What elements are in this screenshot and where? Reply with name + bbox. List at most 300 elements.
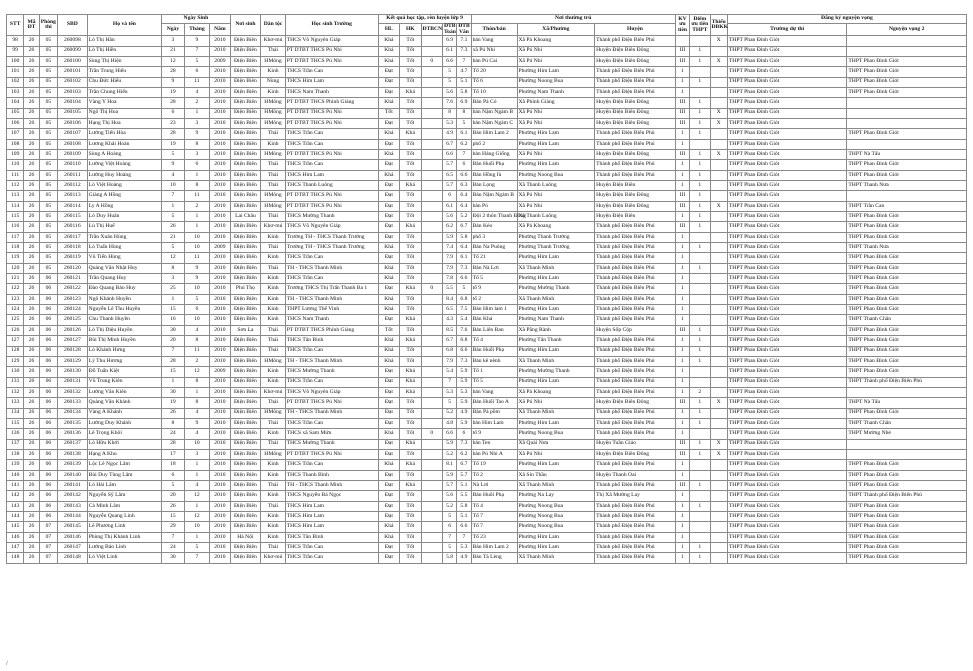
table-cell: III — [675, 98, 689, 108]
table-cell: Bùi Duy Tùng Lâm — [87, 470, 162, 480]
table-cell — [690, 67, 710, 77]
table-cell: 12 — [184, 367, 210, 377]
table-cell: Điện Biên — [230, 46, 261, 56]
table-row — [7, 325, 967, 335]
table-cell: Điện Biên — [230, 67, 261, 77]
table-cell: 113 — [7, 191, 24, 201]
table-cell: Tốt — [400, 160, 421, 170]
table-cell: 06 — [39, 512, 57, 522]
table-cell: Phường Na Lay — [517, 491, 595, 501]
table-cell: Khá — [378, 346, 399, 356]
table-row — [7, 408, 967, 418]
table-cell: 26 — [24, 336, 39, 346]
table-row — [7, 501, 967, 511]
table-cell: Tốt — [400, 191, 421, 201]
table-cell — [421, 336, 442, 346]
table-cell: 260146 — [58, 532, 88, 542]
table-cell — [421, 149, 442, 159]
table-cell: 110 — [7, 160, 24, 170]
table-cell: Thành phố Điện Biên Phủ — [595, 160, 676, 170]
table-cell: Lò Khánh Hưng — [87, 346, 162, 356]
table-cell — [421, 408, 442, 418]
table-cell: THPT Phan Đình Giót — [727, 460, 846, 470]
table-cell: Lường Bảo Linh — [87, 543, 162, 553]
table-cell: 260141 — [58, 480, 88, 490]
table-cell: Tổ 7 — [471, 522, 517, 532]
table-cell: Điện Biên — [230, 294, 261, 304]
table-cell: 128 — [7, 346, 24, 356]
table-cell: Đạt — [378, 201, 399, 211]
table-cell: Điện Biên — [230, 429, 261, 439]
table-cell: 260128 — [58, 346, 88, 356]
table-cell — [690, 522, 710, 532]
table-cell: 8 — [442, 108, 456, 118]
table-cell: 1 — [184, 501, 210, 511]
table-cell: 6.7 — [442, 139, 456, 149]
table-row — [7, 77, 967, 87]
table-cell — [421, 305, 442, 315]
table-cell: THCS Thanh Bình — [285, 470, 378, 480]
table-cell: THPT Phan Đình Giót — [847, 263, 967, 273]
table-cell: Thành phố Điện Biên Phủ — [595, 501, 676, 511]
table-row — [7, 139, 967, 149]
table-cell: 1 — [690, 398, 710, 408]
table-cell: Nà Lơi — [471, 480, 517, 490]
table-cell: 1 — [675, 346, 689, 356]
table-cell: Bản Lọng — [471, 181, 517, 191]
table-cell: Phường Thanh Trường — [517, 232, 595, 242]
table-cell: Tốt — [400, 543, 421, 553]
table-cell: 1 — [675, 294, 689, 304]
table-cell: bản Pú Nhi A — [471, 449, 517, 459]
table-cell: 8 — [184, 139, 210, 149]
table-cell: 6 — [457, 429, 471, 439]
table-cell: THPT Phan Đình Giót — [727, 212, 846, 222]
table-cell: 142 — [7, 491, 24, 501]
table-cell — [421, 222, 442, 232]
table-cell: THPT Phan Đình Giót — [847, 87, 967, 97]
table-cell: 1 — [675, 429, 689, 439]
table-cell — [710, 243, 727, 253]
table-cell: Tốt — [400, 408, 421, 418]
table-cell: Đạt — [378, 160, 399, 170]
table-cell: HMông — [261, 191, 286, 201]
table-cell: Đạt — [378, 232, 399, 242]
table-cell — [710, 263, 727, 273]
table-cell: 6 — [184, 160, 210, 170]
table-cell: THCS Trần Can — [285, 253, 378, 263]
table-cell: Phùng Thị Khánh Linh — [87, 532, 162, 542]
table-row — [7, 367, 967, 377]
table-cell: Thái — [261, 543, 286, 553]
table-cell: 06 — [39, 274, 57, 284]
table-cell: 26 — [24, 470, 39, 480]
table-cell: Điện Biên — [230, 367, 261, 377]
table-cell: 7 — [457, 532, 471, 542]
table-cell: Trần Xuân Hùng — [87, 232, 162, 242]
table-cell — [710, 377, 727, 387]
table-cell: Thành phố Điện Biên Phủ — [595, 170, 676, 180]
table-cell: Kinh — [261, 429, 286, 439]
table-cell: THPT Phan Đình Giót — [727, 232, 846, 242]
table-cell — [710, 346, 727, 356]
table-cell: 260114 — [58, 201, 88, 211]
table-cell: THPT Phan Đình Giót — [727, 356, 846, 366]
table-cell: 2010 — [210, 553, 230, 563]
table-cell: 06 — [39, 449, 57, 459]
table-cell: Điện Biên — [230, 522, 261, 532]
table-cell — [710, 408, 727, 418]
table-cell: 5.2 — [442, 449, 456, 459]
table-cell: 05 — [39, 56, 57, 66]
table-cell: 1 — [675, 543, 689, 553]
table-cell — [421, 480, 442, 490]
table-cell: Đạt — [378, 253, 399, 263]
table-cell: Khá — [378, 429, 399, 439]
table-cell: 2010 — [210, 418, 230, 428]
table-cell: Thành phố Điện Biên Phủ — [595, 139, 676, 149]
table-cell: 2010 — [210, 149, 230, 159]
table-cell: 6.4 — [457, 243, 471, 253]
table-cell: 146 — [7, 532, 24, 542]
table-row — [7, 543, 967, 553]
table-cell: THCS xã Sam Mứn — [285, 429, 378, 439]
table-cell: 1 — [690, 118, 710, 128]
table-cell: 1 — [675, 263, 689, 273]
table-cell: Thị Xã Mường Lay — [595, 491, 676, 501]
table-cell: 6 — [442, 191, 456, 201]
table-cell: 5.7 — [457, 470, 471, 480]
table-cell: 9 — [184, 263, 210, 273]
table-cell — [710, 87, 727, 97]
table-cell: Tốt — [400, 36, 421, 46]
table-cell: 108 — [7, 139, 24, 149]
table-cell: 1 — [184, 212, 210, 222]
table-cell: 5.9 — [442, 232, 456, 242]
table-cell: 15 — [162, 305, 184, 315]
table-cell: Lương Khải Hoàn — [87, 139, 162, 149]
table-cell: Đạt — [378, 543, 399, 553]
table-cell: 26 — [24, 429, 39, 439]
table-cell — [421, 243, 442, 253]
table-cell: THPT Phan Đình Giót — [727, 429, 846, 439]
table-cell: Khơ-mú — [261, 387, 286, 397]
table-cell: 6.6 — [442, 429, 456, 439]
table-cell: THCS Nguyễn Bá Ngọc — [285, 491, 378, 501]
table-cell: 7 — [184, 553, 210, 563]
table-cell: 260127 — [58, 336, 88, 346]
table-cell: 4 — [184, 325, 210, 335]
table-cell: 07 — [39, 532, 57, 542]
col-thon-ban: Thôn/bản — [471, 24, 517, 36]
col-nguyen-vong-2: Nguyện vọng 2 — [847, 24, 967, 36]
table-cell: 2010 — [210, 263, 230, 273]
table-cell — [421, 501, 442, 511]
table-cell: 26 — [24, 398, 39, 408]
table-cell: 260102 — [58, 77, 88, 87]
table-cell: 260134 — [58, 408, 88, 418]
table-cell: 05 — [39, 253, 57, 263]
table-cell: 1 — [690, 129, 710, 139]
col-truong-du-thi: Trường dự thi — [727, 24, 846, 36]
table-cell: THPT Phan Đình Giót — [847, 160, 967, 170]
table-cell: Tốt — [378, 325, 399, 335]
table-cell: Thái — [261, 46, 286, 56]
table-cell: Phường Him Lam — [517, 274, 595, 284]
table-cell: 260108 — [58, 139, 88, 149]
table-row — [7, 149, 967, 159]
table-cell: Tổ 4 — [471, 336, 517, 346]
table-cell — [421, 98, 442, 108]
table-cell: PT DTBT THCS Pú Nhi — [285, 449, 378, 459]
table-cell: 1 — [690, 243, 710, 253]
table-cell: 26 — [24, 36, 39, 46]
table-cell: THPT Thanh Nưa — [847, 181, 967, 191]
table-cell: 3 — [184, 149, 210, 159]
table-cell: Tốt — [400, 512, 421, 522]
table-cell: Kinh — [261, 532, 286, 542]
table-cell: THCS Trần Can — [285, 377, 378, 387]
table-cell: 6.9 — [442, 36, 456, 46]
table-cell: 5.5 — [442, 284, 456, 294]
table-cell: THCS Võ Nguyên Giáp — [285, 36, 378, 46]
table-row — [7, 160, 967, 170]
table-cell: Đạt — [378, 470, 399, 480]
table-cell — [710, 553, 727, 563]
table-cell: 1 — [675, 418, 689, 428]
col-ma-dt: Mã ĐT — [24, 15, 39, 36]
table-cell: Giàng A Hồng — [87, 191, 162, 201]
table-cell: Tốt — [400, 274, 421, 284]
table-cell: Tốt — [400, 149, 421, 159]
table-cell: III — [675, 449, 689, 459]
table-cell: 134 — [7, 408, 24, 418]
table-cell: 26 — [24, 253, 39, 263]
table-cell: Xã Pú Nhi — [517, 46, 595, 56]
table-cell: Phường Noong Bua — [517, 512, 595, 522]
table-cell: Điện Biên — [230, 181, 261, 191]
col-hl: HL — [378, 24, 399, 36]
table-cell: Tốt — [400, 501, 421, 511]
table-cell: bản Nậm Ngám B — [471, 108, 517, 118]
table-cell: 117 — [7, 232, 24, 242]
table-cell: Thái — [261, 439, 286, 449]
table-cell: 05 — [39, 108, 57, 118]
table-cell: Điện Biên — [230, 501, 261, 511]
table-cell: 05 — [39, 36, 57, 46]
table-cell: Điện Biên — [230, 356, 261, 366]
table-cell: 7.4 — [442, 243, 456, 253]
table-cell: Tốt — [400, 553, 421, 563]
table-cell: Bản Huổi Phạ — [471, 491, 517, 501]
table-cell: 147 — [7, 543, 24, 553]
table-cell: Tốt — [400, 67, 421, 77]
table-cell: 5 — [162, 480, 184, 490]
table-cell: Tốt — [400, 398, 421, 408]
table-cell: Thái — [261, 346, 286, 356]
table-cell: Kinh — [261, 491, 286, 501]
table-cell: Khá — [400, 336, 421, 346]
table-cell: 10 — [184, 232, 210, 242]
table-cell: Tổ 23 — [471, 532, 517, 542]
table-cell: THCS Mường Thanh — [285, 212, 378, 222]
table-cell: 06 — [39, 460, 57, 470]
table-cell: Xã Pú Nhi — [517, 56, 595, 66]
table-cell: THPT Phan Đình Giót — [847, 367, 967, 377]
table-cell: 2010 — [210, 356, 230, 366]
table-cell: 260105 — [58, 108, 88, 118]
table-cell — [710, 418, 727, 428]
col-dtbcn: ĐTBCN — [421, 24, 442, 36]
col-ngay-sinh: Ngày Sinh — [162, 15, 230, 24]
table-cell: 26 — [162, 501, 184, 511]
table-cell: Tốt — [400, 212, 421, 222]
table-cell: 26 — [24, 274, 39, 284]
table-cell: 2010 — [210, 253, 230, 263]
table-row — [7, 387, 967, 397]
table-cell: Kinh — [261, 139, 286, 149]
table-cell: 5 — [162, 149, 184, 159]
table-cell: THPT Phan Đình Giót — [847, 67, 967, 77]
table-cell: THPT Phan Đình Giót — [727, 77, 846, 87]
table-cell: 2010 — [210, 543, 230, 553]
table-cell: Thái — [261, 212, 286, 222]
table-cell: 2010 — [210, 429, 230, 439]
table-cell: 5.9 — [442, 439, 456, 449]
table-cell: Lường Văn Kiên — [87, 387, 162, 397]
table-cell: 139 — [7, 460, 24, 470]
col-dtb-toan: ĐTB Toán — [443, 23, 456, 35]
table-row — [7, 346, 967, 356]
table-cell: Thành phố Điện Biên Phủ — [595, 294, 676, 304]
col-phong-thi: Phòng thi — [39, 15, 57, 36]
table-cell: THPT Phan Đình Giót — [847, 222, 967, 232]
table-cell: 260139 — [58, 460, 88, 470]
table-cell: 6 — [184, 67, 210, 77]
table-cell: Phường Him Lam — [517, 460, 595, 470]
table-cell: 5 — [442, 512, 456, 522]
table-cell — [421, 377, 442, 387]
table-cell: Thành phố Điện Biên Phủ — [595, 336, 676, 346]
table-cell: Thành phố Điện Biên Phủ — [595, 129, 676, 139]
table-cell: Khá — [400, 460, 421, 470]
table-cell: Lò Tuấn Hùng — [87, 243, 162, 253]
table-cell: 260137 — [58, 439, 88, 449]
table-cell: THPT Phan Đình Giót — [727, 346, 846, 356]
table-cell: Điện Biên — [230, 470, 261, 480]
table-cell: 05 — [39, 77, 57, 87]
table-cell: Vũ Tiến Hùng — [87, 253, 162, 263]
table-cell — [690, 253, 710, 263]
table-cell: THPT Phan Đình Giót — [847, 501, 967, 511]
table-cell: Thành phố Điện Biên Phủ — [595, 315, 676, 325]
table-cell: 1 — [690, 222, 710, 232]
table-cell: THPT Phan Đình Giót — [727, 491, 846, 501]
table-cell: III — [675, 439, 689, 449]
table-cell: 28 — [162, 67, 184, 77]
table-cell: 1 — [675, 512, 689, 522]
table-cell: Tốt — [400, 232, 421, 242]
table-cell: Điện Biên — [230, 439, 261, 449]
table-cell: Xã Quài Nưa — [517, 439, 595, 449]
table-cell: 132 — [7, 387, 24, 397]
table-cell: HMông — [261, 408, 286, 418]
table-cell: Khá — [378, 36, 399, 46]
table-cell: Phường Tân Thanh — [517, 336, 595, 346]
table-cell: 06 — [39, 418, 57, 428]
table-cell: 1 — [690, 418, 710, 428]
table-cell: Huyện Điện Biên Đông — [595, 201, 676, 211]
table-cell: phố 3 — [471, 232, 517, 242]
table-cell: Tốt — [400, 201, 421, 211]
table-cell — [710, 512, 727, 522]
table-cell: 260124 — [58, 305, 88, 315]
table-cell: THCS Tân Bình — [285, 532, 378, 542]
table-cell — [710, 139, 727, 149]
table-cell: 9 — [184, 418, 210, 428]
table-cell: Tổ 10 — [471, 87, 517, 97]
table-cell: 7 — [162, 346, 184, 356]
table-cell: THPT Phan Đình Giót — [727, 222, 846, 232]
table-cell: 138 — [7, 449, 24, 459]
table-cell: THPT Phan Đình Giót — [727, 274, 846, 284]
table-cell: Bản Huổi Tao A — [471, 398, 517, 408]
table-cell: Kinh — [261, 67, 286, 77]
table-cell — [690, 87, 710, 97]
table-cell: 26 — [162, 408, 184, 418]
table-cell: 1 — [675, 160, 689, 170]
table-cell: 5.2 — [457, 212, 471, 222]
table-cell: TH - THCS Thanh Minh — [285, 263, 378, 273]
table-cell — [421, 67, 442, 77]
table-cell: Phường Noong Bua — [517, 522, 595, 532]
table-cell: 126 — [7, 325, 24, 335]
table-cell: 6.2 — [457, 449, 471, 459]
table-cell: THPT Phan Đình Giót — [847, 129, 967, 139]
table-cell — [421, 253, 442, 263]
table-cell — [690, 377, 710, 387]
table-cell: 100 — [7, 56, 24, 66]
table-cell: Điện Biên — [230, 543, 261, 553]
table-cell: 1 — [675, 67, 689, 77]
table-cell: Xã Phình Giàng — [517, 98, 595, 108]
table-cell — [710, 491, 727, 501]
table-cell: 2 — [184, 356, 210, 366]
table-row — [7, 377, 967, 387]
table-cell: 26 — [24, 377, 39, 387]
table-cell: 6.6 — [457, 522, 471, 532]
table-cell: Khá — [378, 129, 399, 139]
table-cell: Hạng A Khu — [87, 449, 162, 459]
table-cell — [710, 356, 727, 366]
table-cell: Điện Biên — [230, 160, 261, 170]
table-cell: Điện Biên — [230, 253, 261, 263]
table-cell: Huyện Thanh Oai — [595, 470, 676, 480]
table-cell: Lường Duy Khánh — [87, 418, 162, 428]
table-cell: 8 — [162, 263, 184, 273]
table-cell: THCS Him Lam — [285, 501, 378, 511]
table-cell: 4.7 — [457, 67, 471, 77]
table-cell — [710, 522, 727, 532]
table-cell — [421, 77, 442, 87]
table-cell — [847, 439, 967, 449]
table-cell — [421, 439, 442, 449]
table-cell: 5.2 — [442, 408, 456, 418]
table-cell: 26 — [24, 160, 39, 170]
table-cell: tổ 2 — [471, 294, 517, 304]
table-cell: Tốt — [400, 522, 421, 532]
table-cell: 260103 — [58, 87, 88, 97]
